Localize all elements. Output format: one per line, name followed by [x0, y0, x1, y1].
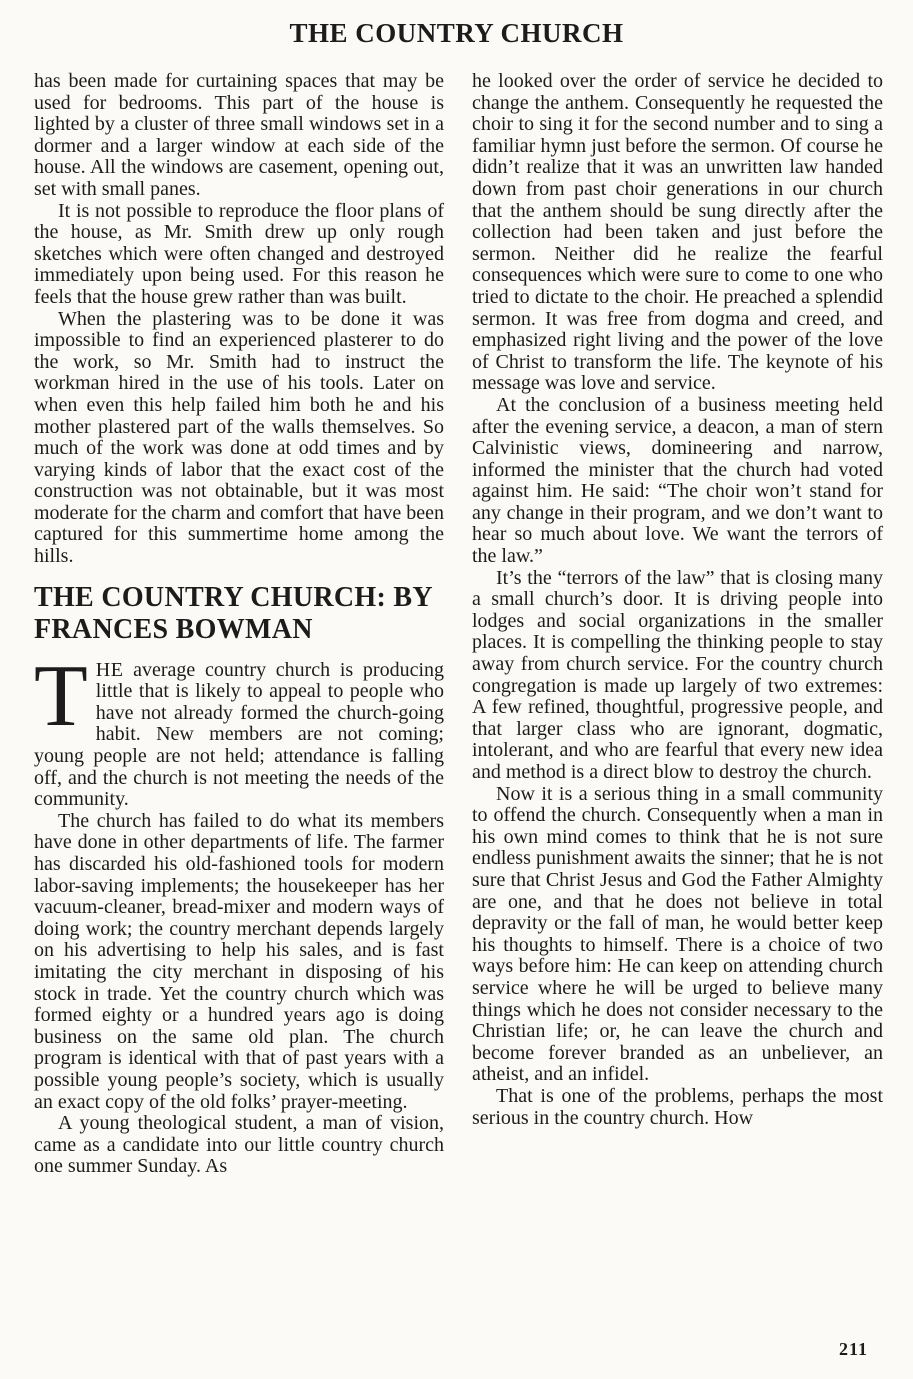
paragraph: Now it is a serious thing in a small community to offend the church. Consequently when a man in his own mind comes to think that he is not sure endless punishment awaits the sinner; that he is not sure that Christ Jesus and God the Father Almighty are one, and that he does not believe in total depravity or the fall of man, he would better keep his thoughts to himself. There is a choice of two ways before him: He can keep on attending church service where he will be urged to believe many things which he does not consider necessary to the Christian life; or, he can leave the church and become forever branded as an unbeliever, an atheist, and an infidel. — [472, 782, 883, 1086]
opening-caps: HE — [95, 658, 124, 681]
paragraph: he looked over the order of service he decided to change the anthem. Consequently he requested the choir to sing it for the second number and to sing a familiar hymn just before the sermon. Of course he didn’t realize that it was an unwritten law handed down from past choir generations in our church that the anthem should be sung directly after the collection had been taken and just before the sermon. Neither did he realize the fearful consequences which were sure to come to one who tried to dictate to the choir. He preached a splendid sermon. It was free from dogma and creed, and emphasized right living and the power of the love of Christ to transform the life. The keynote of his message was love and service. — [472, 70, 883, 395]
paragraph: A young theological student, a man of vision, came as a candidate into our little country church one summer Sunday. As — [34, 1112, 444, 1178]
paragraph: When the plastering was to be done it was impossible to find an experienced plasterer to do the work, so Mr. Smith had to instruct the workman hired in the use of his tools. Later on when even this help failed him both he and his mother plastered part of the walls themselves. So much of the work was done at odd times and by varying kinds of labor that the exact cost of the construction was not obtainable, but it was most moderate for the charm and comfort that have been captured for this summertime home among the hills. — [34, 307, 444, 568]
right-column — [472, 71, 883, 1129]
paragraph: It is not possible to reproduce the floor plans of the house, as Mr. Smith drew up only rough sketches which were often changed and destroyed immediately upon being used. For this reason he feels that the house grew rather than was built. — [34, 199, 444, 308]
paragraph: That is one of the problems, perhaps the most serious in the country church. How — [472, 1084, 883, 1129]
paragraph: It’s the “terrors of the law” that is closing many a small church’s door. It is driving people into lodges and social organizations in the smaller places. It is compelling the thinking people to stay away from church service. For the country church congregation is made up largely of two extremes: A few refined, thoughtful, progressive people, and that larger class who are ignorant, dogmatic, intolerant, and who are fearful that every new idea and method is a direct blow to destroy the church. — [472, 566, 883, 783]
left-column — [34, 71, 444, 1178]
opening-text: average country church is producing little that is likely to appeal to people who have not already formed the church-going habit. New members are not coming; young people are not held; attendance is falling off, and the church is not meeting the needs of the community. — [34, 658, 444, 811]
paragraph: The church has failed to do what its members have done in other departments of life. The farmer has discarded his old-fashioned tools for modern labor-saving implements; the housekeeper has her vacuum-cleaner, bread-mixer and modern ways of doing work; the country merchant depends largely on his advertising to help his sales, and is fast imitating the city merchant in disposing of his stock in trade. Yet the country church which was formed eighty or a hundred years ago is doing business on the same old plan. The church program is identical with that of past years with a possible young people’s society, which is usually an exact copy of the old folks’ prayer-meeting. — [34, 809, 444, 1113]
drop-cap: T — [34, 647, 88, 745]
opening-paragraph — [34, 647, 444, 811]
page-number: 211 — [839, 1339, 869, 1359]
article-title: THE COUNTRY CHURCH: BY FRANCES BOWMAN — [34, 581, 432, 645]
running-head: THE COUNTRY CHURCH — [289, 18, 624, 48]
paragraph: At the conclusion of a business meeting held after the evening service, a deacon, a man of stern Calvinistic views, domineering and narrow, informed the minister that the church had voted against him. He said: “The choir won’t stand for any change in their program, and we don’t want to hear so much about love. We want the terrors of the law.” — [472, 393, 883, 568]
paragraph: has been made for curtaining spaces that may be used for bedrooms. This part of the house is lighted by a cluster of three small windows set in a dormer and a larger window at each side of the house. All the windows are casement, opening out, set with small panes. — [34, 70, 444, 200]
